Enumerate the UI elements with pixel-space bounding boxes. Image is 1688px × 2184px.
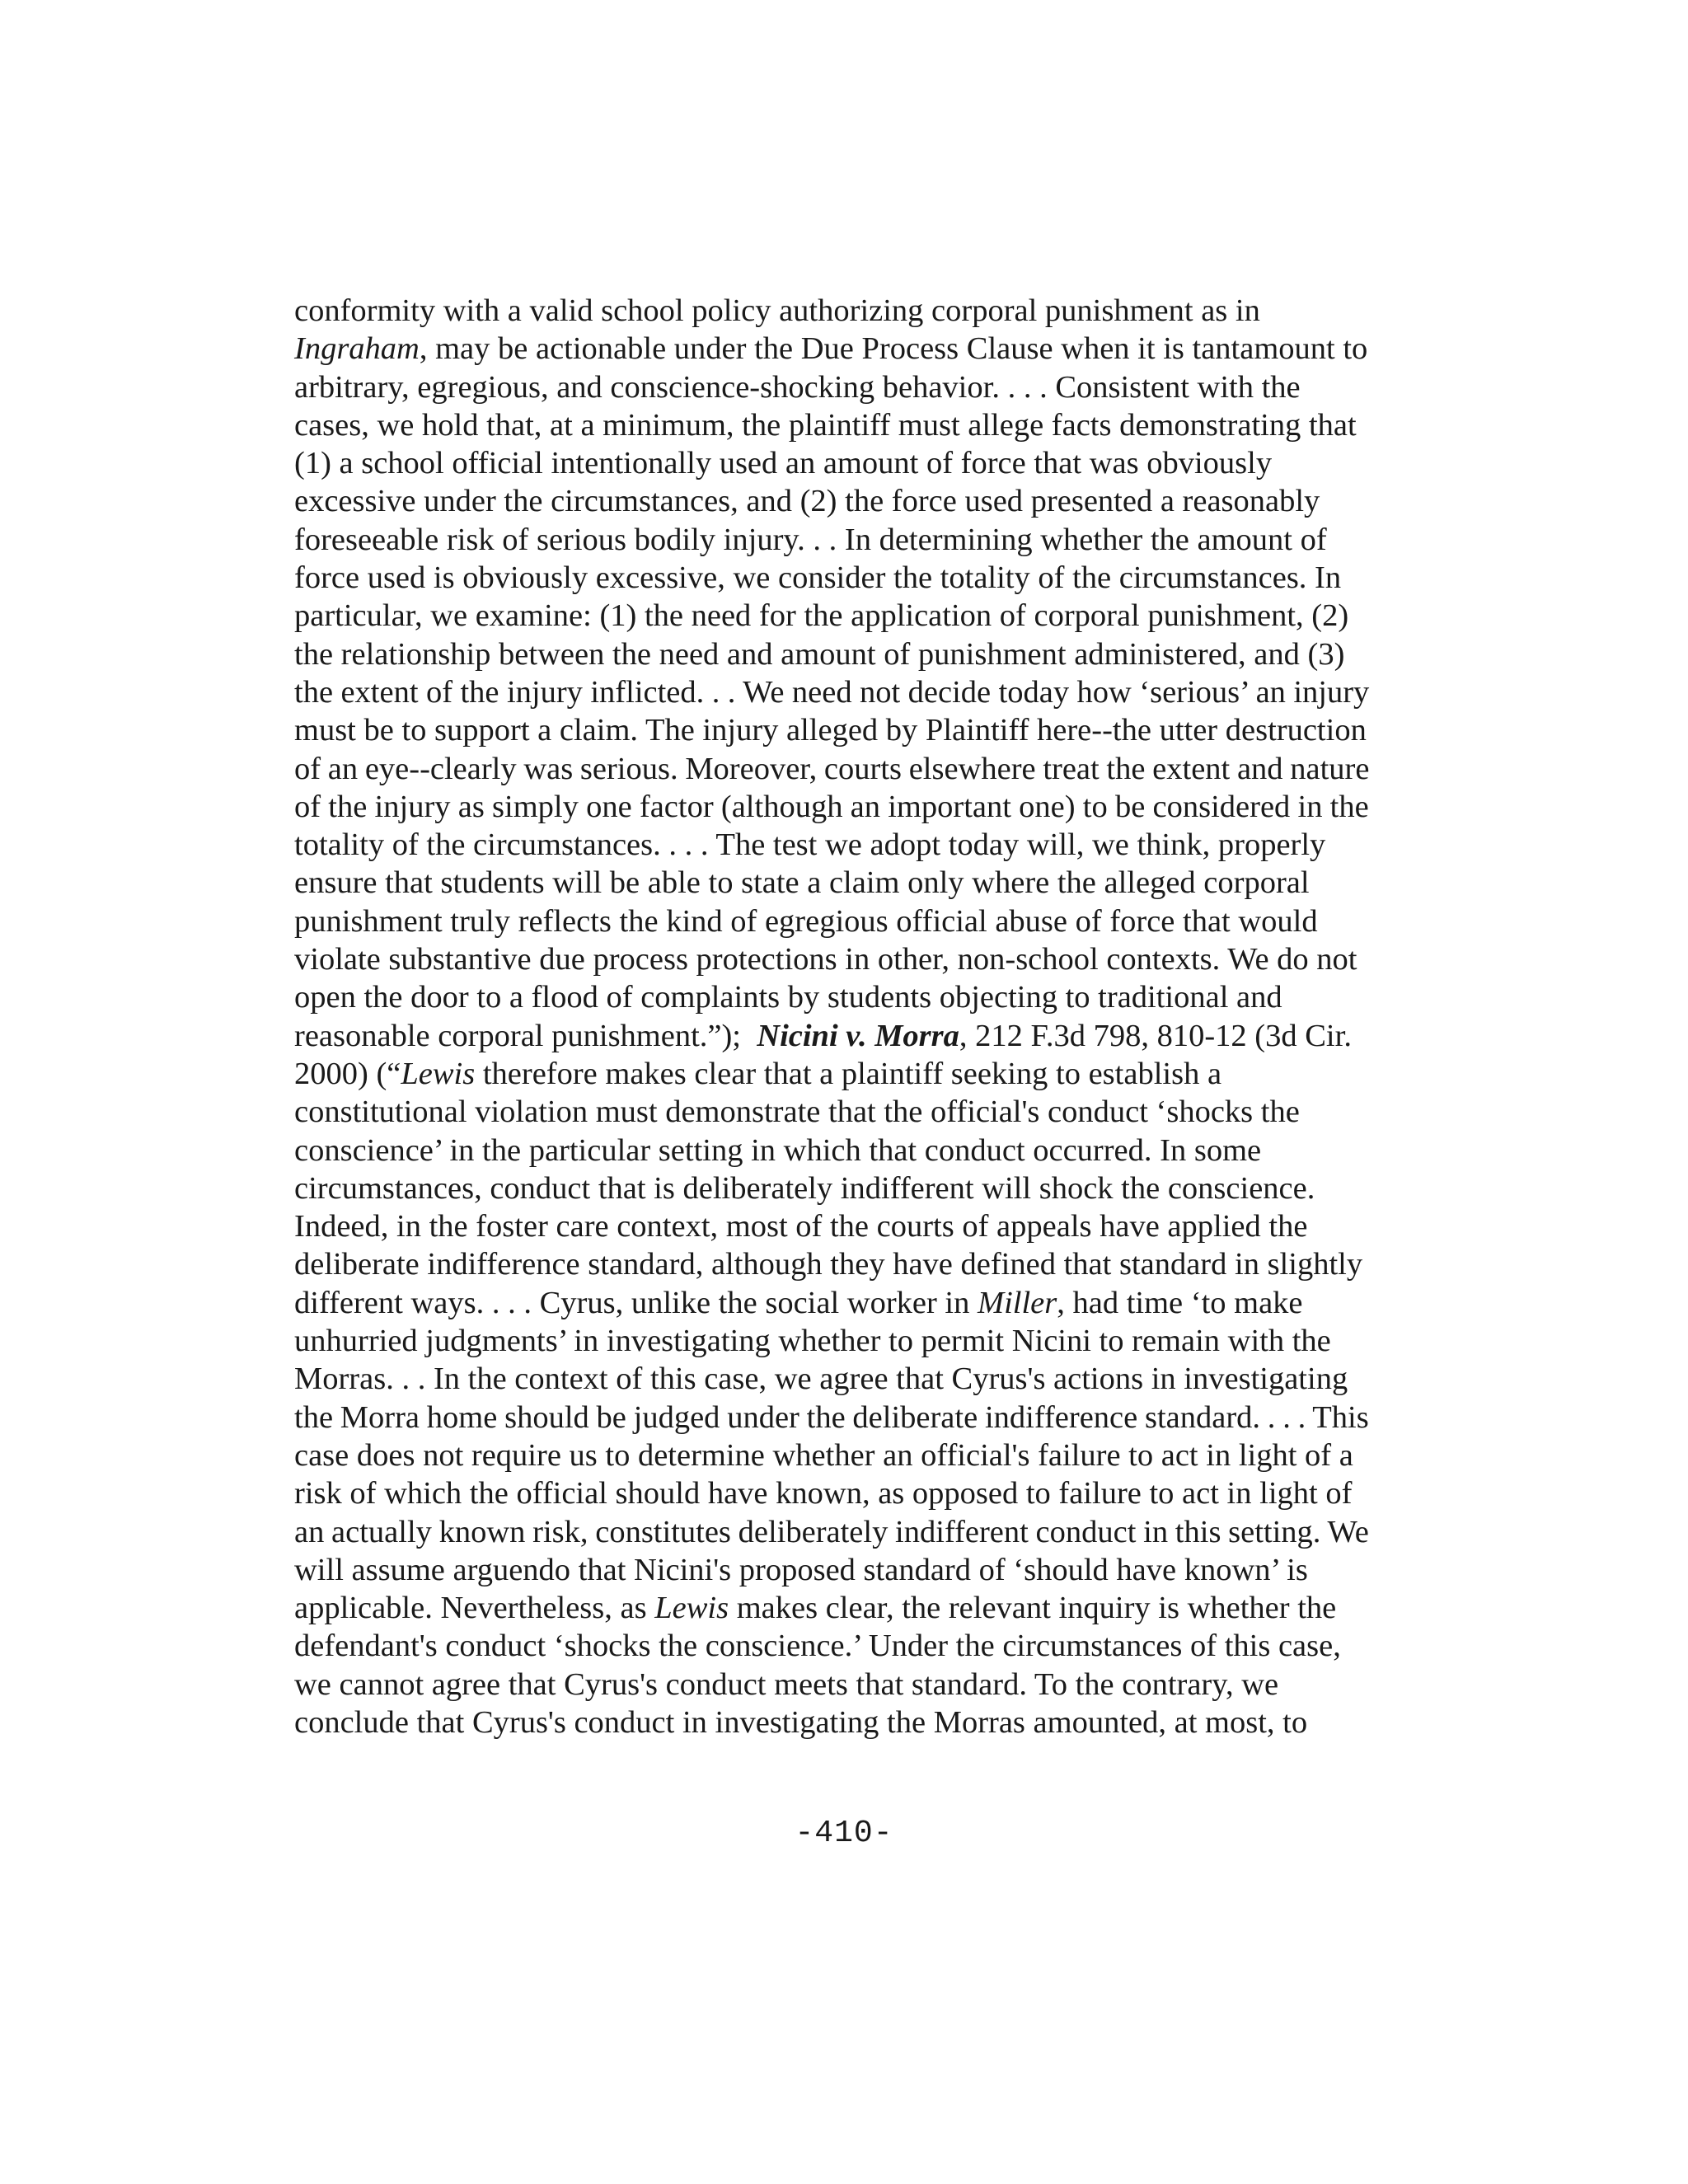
- emphasized-text: Lewis: [401, 1056, 476, 1091]
- text-segment: 2000) (“: [294, 1056, 401, 1091]
- text-segment: , may be actionable under the Due Process Clause when it is tantamount to: [419, 331, 1368, 367]
- text-segment: arbitrary, egregious, and conscience-shocking behavior. . . . Consistent with the: [294, 369, 1301, 405]
- text-line: [294, 1017, 1369, 1055]
- text-segment: of the injury as simply one factor (although an important one) to be considered in the: [294, 789, 1369, 824]
- text-segment: defendant's conduct ‘shocks the conscience.’ Under the circumstances of this case,: [294, 1629, 1341, 1664]
- body-text: [294, 292, 1369, 1741]
- text-line: [294, 1245, 1369, 1283]
- text-segment: we cannot agree that Cyrus's conduct meets that standard. To the contrary, we: [294, 1666, 1279, 1702]
- text-segment: the relationship between the need and amount of punishment administered, and (3): [294, 636, 1345, 672]
- text-line: [294, 1666, 1369, 1704]
- text-segment: conformity with a valid school policy authorizing corporal punishment as in: [294, 293, 1260, 328]
- text-line: [294, 1322, 1369, 1360]
- text-line: [294, 368, 1369, 406]
- text-line: [294, 444, 1369, 482]
- text-segment: reasonable corporal punishment.”);: [294, 1018, 757, 1053]
- text-line: [294, 978, 1369, 1016]
- text-segment: constitutional violation must demonstrate that the official's conduct ‘shocks the: [294, 1094, 1300, 1130]
- text-segment: foreseeable risk of serious bodily injury. . . In determining whether the amount of: [294, 522, 1327, 557]
- text-segment: (1) a school official intentionally used an amount of force that was obviously: [294, 446, 1273, 481]
- page-number: -410-: [795, 1816, 893, 1851]
- text-segment: cases, we hold that, at a minimum, the plaintiff must allege facts demonstrating that: [294, 407, 1357, 443]
- text-segment: unhurried judgments’ in investigating whether to permit Nicini to remain with the: [294, 1324, 1331, 1359]
- text-segment: applicable. Nevertheless, as: [294, 1591, 655, 1626]
- text-line: [294, 330, 1369, 368]
- text-line: [294, 1284, 1369, 1322]
- text-line: [294, 864, 1369, 902]
- text-segment: Morras. . . In the context of this case, we agree that Cyrus's actions in investigating: [294, 1361, 1348, 1397]
- text-line: [294, 1093, 1369, 1131]
- text-line: [294, 521, 1369, 559]
- text-line: [294, 1589, 1369, 1627]
- text-line: [294, 1551, 1369, 1589]
- text-segment: circumstances, conduct that is deliberately indifferent will shock the conscience.: [294, 1170, 1315, 1206]
- text-line: [294, 406, 1369, 444]
- text-segment: will assume arguendo that Nicini's proposed standard of ‘should have known’ is: [294, 1552, 1308, 1587]
- text-line: [294, 1055, 1369, 1093]
- text-segment: therefore makes clear that a plaintiff seeking to establish a: [475, 1056, 1222, 1091]
- text-segment: makes clear, the relevant inquiry is whether the: [729, 1591, 1337, 1626]
- text-segment: Indeed, in the foster care context, most of the courts of appeals have applied the: [294, 1209, 1308, 1244]
- text-line: [294, 1474, 1369, 1512]
- text-segment: conclude that Cyrus's conduct in investigating the Morras amounted, at most, to: [294, 1704, 1308, 1740]
- text-line: [294, 1169, 1369, 1207]
- emphasized-text: Miller: [978, 1285, 1057, 1320]
- text-segment: excessive under the circumstances, and (2) the force used presented a reasonably: [294, 484, 1320, 519]
- text-segment: particular, we examine: (1) the need for the application of corporal punishment, (2): [294, 598, 1349, 634]
- emphasized-text: Nicini v. Morra: [757, 1018, 959, 1053]
- text-line: [294, 1207, 1369, 1245]
- text-segment: , had time ‘to make: [1057, 1285, 1303, 1320]
- emphasized-text: Ingraham: [294, 331, 420, 367]
- text-segment: ensure that students will be able to state a claim only where the alleged corporal: [294, 865, 1310, 901]
- text-segment: violate substantive due process protections in other, non-school contexts. We do not: [294, 942, 1357, 977]
- text-segment: force used is obviously excessive, we consider the totality of the circumstances. In: [294, 560, 1342, 596]
- text-line: [294, 750, 1369, 788]
- text-segment: conscience’ in the particular setting in which that conduct occurred. In some: [294, 1132, 1262, 1168]
- text-line: [294, 711, 1369, 749]
- text-line: [294, 673, 1369, 711]
- text-line: [294, 788, 1369, 826]
- text-line: [294, 482, 1369, 520]
- text-line: [294, 559, 1369, 597]
- text-line: [294, 1132, 1369, 1169]
- emphasized-text: Lewis: [654, 1591, 729, 1626]
- text-line: [294, 292, 1369, 330]
- text-segment: , 212 F.3d 798, 810-12 (3d Cir.: [959, 1018, 1352, 1053]
- text-line: [294, 902, 1369, 940]
- text-segment: must be to support a claim. The injury alleged by Plaintiff here--the utter destruction: [294, 713, 1367, 748]
- text-line: [294, 940, 1369, 978]
- text-line: [294, 1627, 1369, 1665]
- text-segment: totality of the circumstances. . . . The test we adopt today will, we think, properly: [294, 827, 1326, 863]
- text-segment: punishment truly reflects the kind of egregious official abuse of force that would: [294, 903, 1318, 939]
- text-segment: open the door to a flood of complaints by students objecting to traditional and: [294, 980, 1282, 1015]
- text-segment: different ways. . . . Cyrus, unlike the social worker in: [294, 1285, 978, 1320]
- text-segment: the Morra home should be judged under the deliberate indifference standard. . . . This: [294, 1399, 1369, 1435]
- text-line: [294, 1704, 1369, 1741]
- text-line: [294, 1360, 1369, 1398]
- text-line: [294, 1399, 1369, 1436]
- text-line: [294, 826, 1369, 864]
- text-line: [294, 1436, 1369, 1474]
- text-line: [294, 597, 1369, 635]
- text-segment: case does not require us to determine whether an official's failure to act in light of a: [294, 1437, 1353, 1473]
- text-line: [294, 1513, 1369, 1551]
- text-segment: of an eye--clearly was serious. Moreover, courts elsewhere treat the extent and nature: [294, 751, 1370, 786]
- text-segment: deliberate indifference standard, although they have defined that standard in slightly: [294, 1247, 1363, 1282]
- text-segment: the extent of the injury inflicted. . . We need not decide today how ‘serious’ an injury: [294, 674, 1370, 710]
- text-segment: risk of which the official should have known, as opposed to failure to act in light of: [294, 1476, 1353, 1511]
- text-line: [294, 635, 1369, 673]
- text-segment: an actually known risk, constitutes deliberately indifferent conduct in this setting. We: [294, 1514, 1369, 1549]
